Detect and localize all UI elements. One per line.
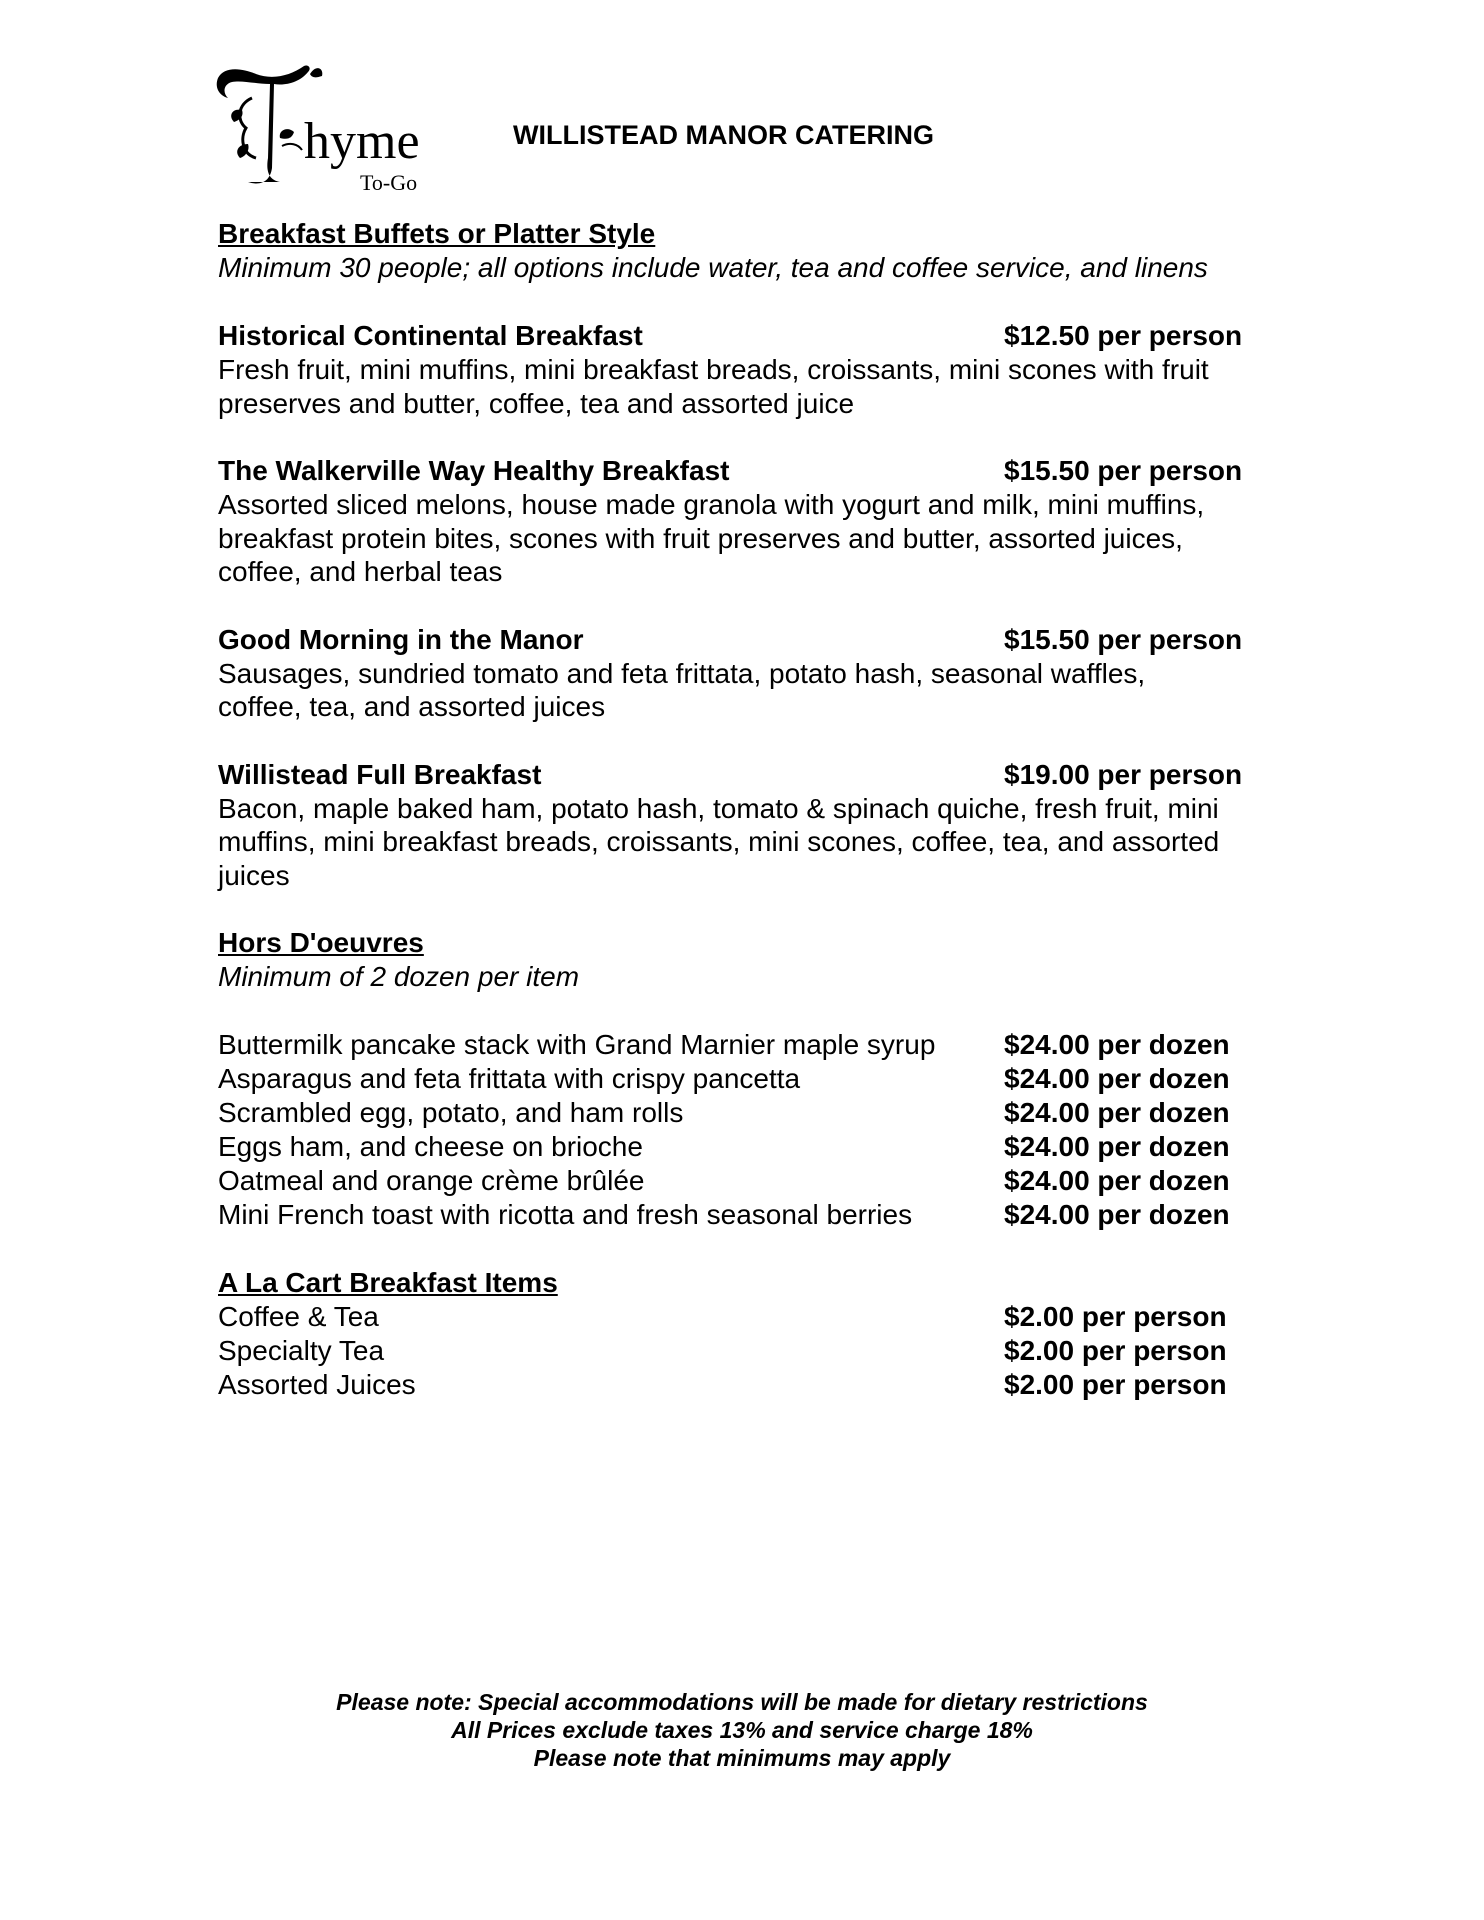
item-name: Oatmeal and orange crème brûlée <box>218 1165 645 1196</box>
menu-item-price: $12.50 per person <box>1004 320 1243 351</box>
menu-item-name: Good Morning in the Manor <box>218 623 584 655</box>
list-item <box>218 1164 1258 1198</box>
menu-item-description: Bacon, maple baked ham, potato hash, tomato & spinach quiche, fresh fruit, mini muffins, mini breakfast breads, croissants, mini scones, coffee, tea, and assorted juices <box>218 792 1220 891</box>
item-name: Mini French toast with ricotta and fresh seasonal berries <box>218 1199 913 1230</box>
list-item <box>218 1130 1258 1164</box>
list-item <box>218 1334 1258 1368</box>
menu-item-header <box>218 319 1258 353</box>
menu-item-description: Assorted sliced melons, house made granola with yogurt and milk, mini muffins, breakfast protein bites, scones with fruit preserves and butter, assorted juices, coffee, and herbal teas <box>218 489 1205 587</box>
menu-item-header <box>218 758 1258 792</box>
item-name: Specialty Tea <box>218 1335 385 1366</box>
item-name: Buttermilk pancake stack with Grand Marnier maple syrup <box>218 1029 936 1060</box>
menu-item-description: Sausages, sundried tomato and feta frittata, potato hash, seasonal waffles, coffee, tea, and assorted juices <box>218 657 1146 722</box>
svg-text:hyme: hyme <box>304 113 420 170</box>
section-heading: A La Cart Breakfast Items <box>218 1267 558 1298</box>
menu-item-name: Willistead Full Breakfast <box>218 758 542 790</box>
menu-content <box>218 217 1258 1402</box>
item-price: $24.00 per dozen <box>1004 1199 1230 1230</box>
list-item <box>218 1062 1258 1096</box>
list-item <box>218 1096 1258 1130</box>
header <box>212 58 1272 198</box>
item-name: Scrambled egg, potato, and ham rolls <box>218 1097 684 1128</box>
menu-item-header <box>218 623 1258 657</box>
item-name: Asparagus and feta frittata with crispy pancetta <box>218 1063 801 1094</box>
item-price: $24.00 per dozen <box>1004 1029 1230 1060</box>
menu-item-price: $19.00 per person <box>1004 758 1243 790</box>
item-price: $2.00 per person <box>1004 1369 1227 1400</box>
section-heading: Hors D'oeuvres <box>218 927 424 958</box>
footer-note: Please note that minimums may apply <box>533 1745 951 1771</box>
section-heading: Breakfast Buffets or Platter Style <box>218 218 656 249</box>
item-price: $2.00 per person <box>1004 1335 1227 1366</box>
svg-text:To-Go: To-Go <box>360 170 418 195</box>
menu-item-price: $15.50 per person <box>1004 623 1243 655</box>
section-note: Minimum of 2 dozen per item <box>218 961 580 992</box>
item-name: Assorted Juices <box>218 1369 416 1400</box>
footer-note: Please note: Special accommodations will be made for dietary restrictions <box>336 1689 1148 1715</box>
item-price: $24.00 per dozen <box>1004 1165 1230 1196</box>
list-item <box>218 1198 1258 1232</box>
item-name: Coffee & Tea <box>218 1301 379 1332</box>
page-title: WILLISTEAD MANOR CATERING <box>513 120 934 150</box>
section-note: Minimum 30 people; all options include water, tea and coffee service, and linens <box>218 252 1208 283</box>
list-item <box>218 1300 1258 1334</box>
menu-item-price: $15.50 per person <box>1004 455 1243 486</box>
thyme-to-go-logo <box>212 58 452 198</box>
footer-note: All Prices exclude taxes 13% and service charge 18% <box>451 1717 1033 1743</box>
list-item <box>218 1028 1258 1062</box>
item-price: $24.00 per dozen <box>1004 1063 1230 1094</box>
item-price: $2.00 per person <box>1004 1301 1227 1332</box>
menu-item-description: Fresh fruit, mini muffins, mini breakfast breads, croissants, mini scones with fruit preserves and butter, coffee, tea and assorted juice <box>218 354 1209 419</box>
list-item <box>218 1368 1258 1402</box>
item-price: $24.00 per dozen <box>1004 1097 1230 1128</box>
footer-notes <box>0 1688 1484 1772</box>
item-price: $24.00 per dozen <box>1004 1131 1230 1162</box>
menu-item-name: Historical Continental Breakfast <box>218 320 643 351</box>
menu-item-name: The Walkerville Way Healthy Breakfast <box>218 455 730 486</box>
menu-item-header <box>218 454 1258 488</box>
item-name: Eggs ham, and cheese on brioche <box>218 1131 643 1162</box>
